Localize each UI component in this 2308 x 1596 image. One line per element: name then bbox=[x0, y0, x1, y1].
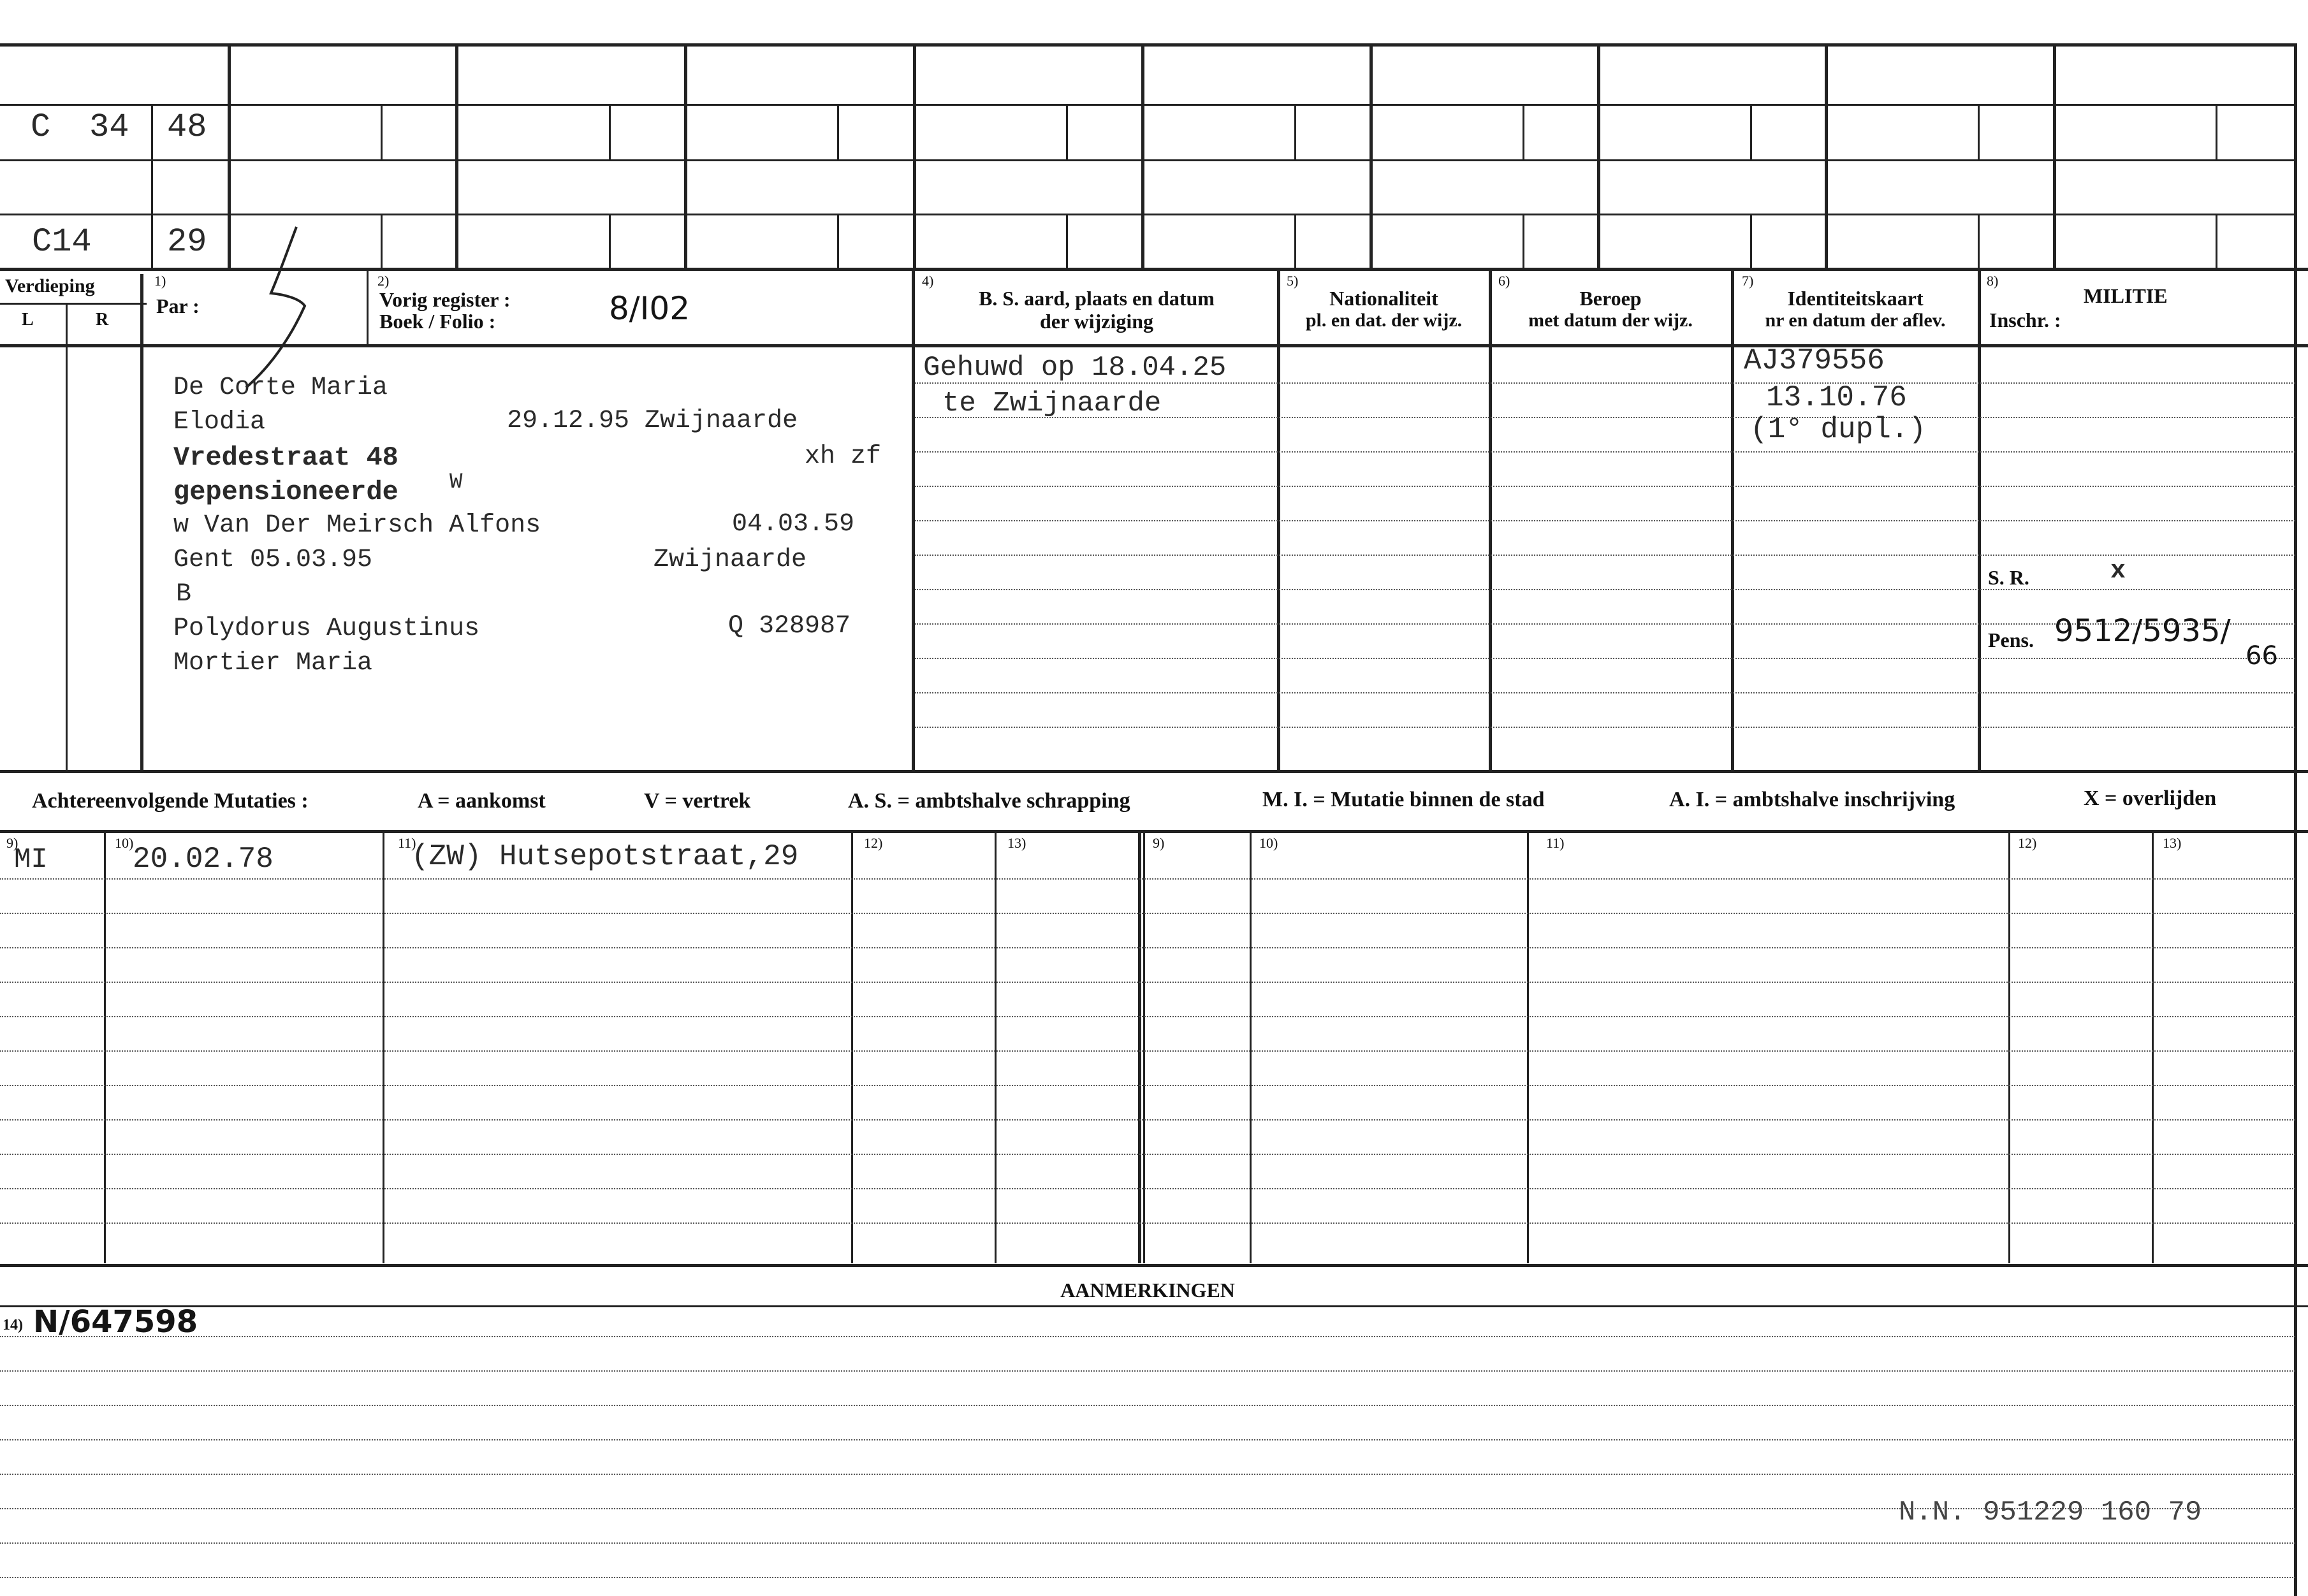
mut2-col9-number: 9) bbox=[1153, 835, 1165, 851]
mut-col13-number: 13) bbox=[1007, 835, 1026, 851]
mut-col10-number: 10) bbox=[115, 835, 134, 851]
ruled-line bbox=[915, 555, 2295, 556]
origin-place: Zwijnaarde bbox=[654, 546, 807, 574]
remarks-value: N/647598 bbox=[33, 1304, 198, 1340]
legend-title: Achtereenvolgende Mutaties : bbox=[32, 789, 309, 813]
mut2-col11-number: 11) bbox=[1546, 835, 1565, 851]
profession-mark: W bbox=[449, 470, 463, 495]
code-row1-letter: C bbox=[31, 108, 51, 146]
col7-number: 7) bbox=[1742, 273, 1754, 289]
ruled-line bbox=[0, 1050, 2295, 1052]
col4-number: 4) bbox=[922, 273, 934, 289]
legend-inschrijving: A. I. = ambtshalve inschrijving bbox=[1669, 788, 1955, 811]
origin-date: Gent 05.03.95 bbox=[173, 546, 373, 574]
ruled-line bbox=[0, 947, 2295, 948]
remarks-number: 14) bbox=[3, 1317, 23, 1333]
spouse-date: 04.03.59 bbox=[732, 510, 855, 539]
mut-col12-number: 12) bbox=[864, 835, 883, 851]
ruled-line bbox=[915, 692, 2295, 693]
idcard-number: AJ379556 bbox=[1744, 344, 1885, 377]
person-name: De Corte Maria bbox=[173, 374, 388, 402]
pens-label: Pens. bbox=[1988, 628, 2034, 651]
ruled-line bbox=[0, 1542, 2295, 1544]
code-row1-folio: 48 bbox=[167, 108, 207, 146]
mutation-code: MI bbox=[14, 844, 48, 876]
ruled-line bbox=[0, 1154, 2295, 1155]
col5-number: 5) bbox=[1287, 273, 1299, 289]
ruled-line bbox=[0, 982, 2295, 983]
mutation-date: 20.02.78 bbox=[133, 843, 274, 876]
profession: gepensioneerde bbox=[173, 477, 398, 507]
nationaliteit-label-line1: Nationaliteit bbox=[1329, 287, 1438, 310]
ruled-line bbox=[0, 1439, 2295, 1440]
mother-name: Mortier Maria bbox=[173, 649, 373, 678]
ruled-line bbox=[0, 1577, 2295, 1578]
bs-label-line2: der wijziging bbox=[1039, 310, 1154, 333]
identiteitskaart-label-line1: Identiteitskaart bbox=[1787, 287, 1924, 310]
address: Vredestraat 48 bbox=[173, 442, 398, 473]
bs-change-line2: te Zwijnaarde bbox=[942, 388, 1162, 419]
code-row2-folio: 29 bbox=[167, 223, 207, 261]
ruled-line bbox=[0, 878, 2295, 880]
col8-number: 8) bbox=[1987, 273, 1999, 289]
pens-suffix: 66 bbox=[2246, 641, 2278, 671]
boek-folio-label: Boek / Folio : bbox=[379, 310, 496, 333]
beroep-label-line2: met datum der wijz. bbox=[1528, 310, 1693, 331]
beroep-label-line1: Beroep bbox=[1579, 287, 1642, 310]
col2-number: 2) bbox=[377, 273, 390, 289]
address-note: xh zf bbox=[805, 442, 882, 471]
ruled-line bbox=[915, 486, 2295, 487]
sr-label: S. R. bbox=[1988, 566, 2029, 589]
legend-aankomst: A = aankomst bbox=[418, 789, 546, 813]
bs-change-line1: Gehuwd op 18.04.25 bbox=[923, 352, 1227, 384]
birth-date-place: 29.12.95 Zwijnaarde bbox=[507, 407, 798, 435]
pens-value: 9512/5935/ bbox=[2054, 613, 2231, 649]
ruled-line bbox=[0, 1474, 2295, 1475]
ruled-line bbox=[915, 520, 2295, 521]
mutation-address: (ZW) Hutsepotstraat,29 bbox=[411, 840, 799, 873]
bs-label-line1: B. S. aard, plaats en datum bbox=[979, 287, 1215, 310]
identiteitskaart-label-line2: nr en datum der aflev. bbox=[1765, 310, 1946, 331]
ruled-line bbox=[915, 451, 2295, 453]
verdieping-label: Verdieping bbox=[5, 275, 95, 296]
mut2-col10-number: 10) bbox=[1259, 835, 1278, 851]
idcard-date: 13.10.76 bbox=[1766, 381, 1907, 414]
col6-number: 6) bbox=[1498, 273, 1510, 289]
militie-label: MILITIE bbox=[2084, 284, 2168, 307]
ruled-line bbox=[0, 1119, 2295, 1121]
mut-col11-number: 11) bbox=[398, 835, 416, 851]
idcard-note: (1° dupl.) bbox=[1750, 413, 1927, 446]
floor-left-label: L bbox=[22, 310, 34, 330]
person-second-name: Elodia bbox=[173, 408, 266, 437]
remarks-title: AANMERKINGEN bbox=[1060, 1279, 1235, 1302]
ruled-line bbox=[915, 727, 2295, 728]
ruled-line bbox=[0, 1016, 2295, 1017]
ruled-line bbox=[0, 1085, 2295, 1086]
nationality-code: B bbox=[176, 580, 192, 609]
ruled-line bbox=[0, 1188, 2295, 1189]
sr-value: x bbox=[2110, 557, 2126, 586]
mut-col9-number: 9) bbox=[6, 835, 18, 851]
nationaliteit-label-line2: pl. en dat. der wijz. bbox=[1305, 310, 1463, 331]
national-number: N.N. 951229 160 79 bbox=[1899, 1497, 2202, 1528]
ruled-line bbox=[915, 589, 2295, 590]
father-reference: Q 328987 bbox=[728, 612, 851, 641]
ruled-line bbox=[0, 1222, 2295, 1224]
ruled-line bbox=[915, 658, 2295, 659]
father-name: Polydorus Augustinus bbox=[173, 614, 480, 643]
ruled-line bbox=[0, 913, 2295, 914]
mut2-col13-number: 13) bbox=[2163, 835, 2182, 851]
legend-vertrek: V = vertrek bbox=[644, 789, 751, 813]
code-row2-letter: C14 bbox=[32, 223, 92, 261]
par-label: Par : bbox=[156, 294, 200, 317]
legend-mutatie-stad: M. I. = Mutatie binnen de stad bbox=[1262, 788, 1545, 811]
mut2-col12-number: 12) bbox=[2018, 835, 2037, 851]
ruled-line bbox=[0, 1370, 2295, 1372]
boek-folio-value: 8/I02 bbox=[609, 290, 690, 327]
spouse: w Van Der Meirsch Alfons bbox=[173, 511, 541, 540]
vorig-register-label: Vorig register : bbox=[379, 288, 511, 311]
ruled-line bbox=[0, 1405, 2295, 1406]
col1-number: 1) bbox=[154, 273, 166, 289]
code-row1-number: 34 bbox=[89, 108, 129, 146]
legend-schrapping: A. S. = ambtshalve schrapping bbox=[848, 789, 1130, 813]
ruled-line bbox=[0, 1336, 2295, 1337]
legend-overlijden: X = overlijden bbox=[2084, 787, 2217, 810]
floor-right-label: R bbox=[96, 310, 109, 330]
inschr-label: Inschr. : bbox=[1989, 308, 2061, 331]
